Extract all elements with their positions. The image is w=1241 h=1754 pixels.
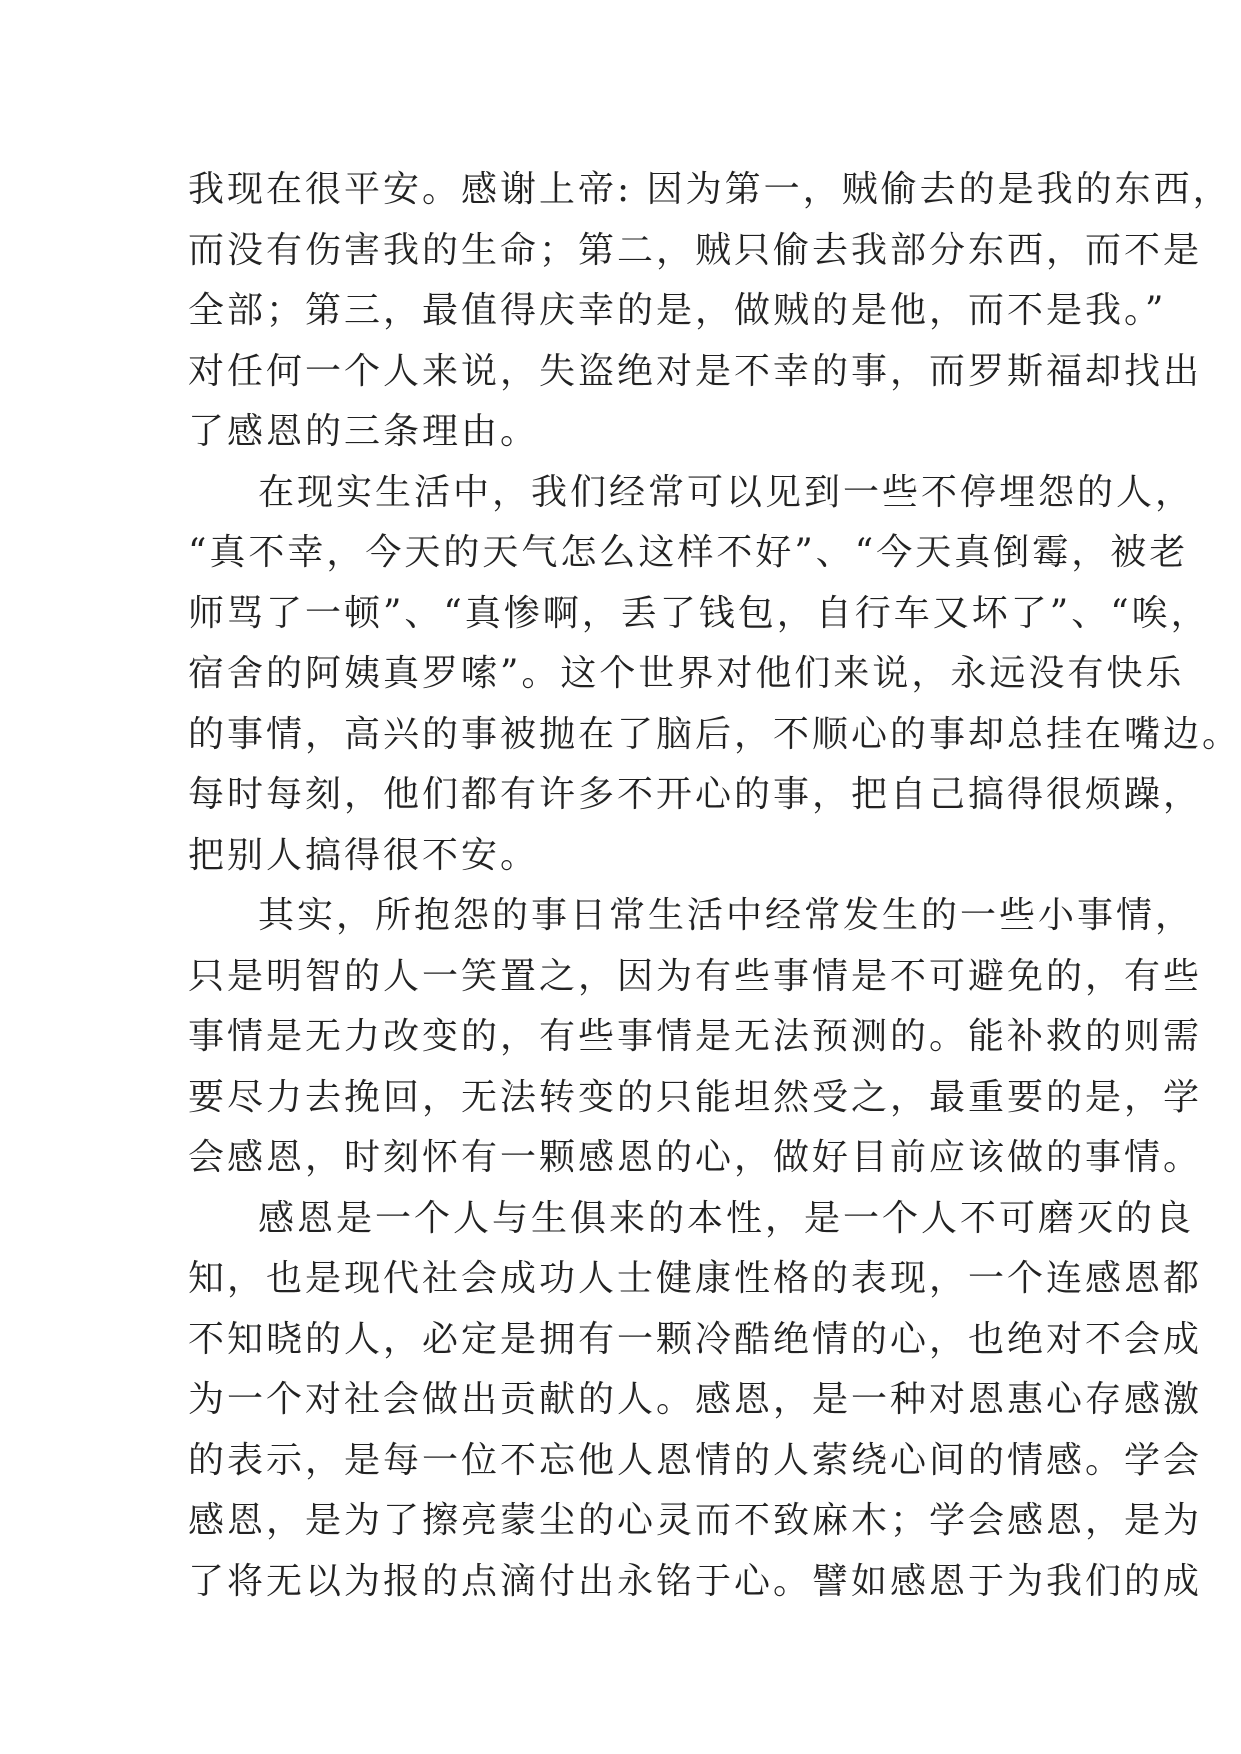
text-line: “真不幸，今天的天气怎么这样不好”、“今天真倒霉，被老 <box>188 532 1189 573</box>
text-line: 为一个对社会做出贡献的人。感恩，是一种对恩惠心存感激 <box>188 1379 1203 1420</box>
text-line: 感恩，是为了擦亮蒙尘的心灵而不致麻木；学会感恩，是为 <box>188 1500 1203 1541</box>
text-line: 而没有伤害我的生命；第二，贼只偷去我部分东西，而不是 <box>188 229 1203 271</box>
text-line: 了将无以为报的点滴付出永铭于心。譬如感恩于为我们的成 <box>188 1560 1203 1602</box>
text-line: 会感恩，时刻怀有一颗感恩的心，做好目前应该做的事情。 <box>188 1137 1203 1178</box>
text-line: 全部；第三，最值得庆幸的是，做贼的是他，而不是我。” <box>188 290 1167 331</box>
paragraph-first-line: 其实，所抱怨的事日常生活中经常发生的一些小事情， <box>258 895 1195 936</box>
text-line: 宿舍的阿姨真罗嗦”。这个世界对他们来说，永远没有快乐 <box>188 653 1185 694</box>
paragraph-first-line: 在现实生活中，我们经常可以见到一些不停埋怨的人， <box>258 471 1195 513</box>
text-line: 把别人搞得很不安。 <box>188 834 540 876</box>
text-line: 的表示，是每一位不忘他人恩情的人萦绕心间的情感。学会 <box>188 1439 1203 1481</box>
text-line: 我现在很平安。感谢上帝: 因为第一，贼偷去的是我的东西， <box>188 169 1232 210</box>
text-line: 每时每刻，他们都有许多不开心的事，把自己搞得很烦躁， <box>188 774 1203 815</box>
text-line: 要尽力去挽回，无法转变的只能坦然受之，最重要的是，学 <box>188 1076 1203 1118</box>
text-line: 对任何一个人来说，失盗绝对是不幸的事，而罗斯福却找出 <box>188 350 1203 392</box>
text-line: 只是明智的人一笑置之，因为有些事情是不可避免的，有些 <box>188 955 1203 997</box>
text-line: 事情是无力改变的，有些事情是无法预测的。能补救的则需 <box>188 1016 1203 1057</box>
text-line: 了感恩的三条理由。 <box>188 411 540 452</box>
document-body <box>188 160 1241 1612</box>
text-line: 师骂了一顿”、“真惨啊，丢了钱包，自行车又坏了”、“唉， <box>188 592 1210 634</box>
paragraph-first-line: 感恩是一个人与生俱来的本性，是一个人不可磨灭的良 <box>258 1197 1195 1239</box>
text-line: 知，也是现代社会成功人士健康性格的表现，一个连感恩都 <box>188 1258 1203 1299</box>
text-line: 的事情，高兴的事被抛在了脑后，不顺心的事却总挂在嘴边。 <box>188 713 1241 755</box>
text-line: 不知晓的人，必定是拥有一颗冷酷绝情的心，也绝对不会成 <box>188 1318 1203 1360</box>
